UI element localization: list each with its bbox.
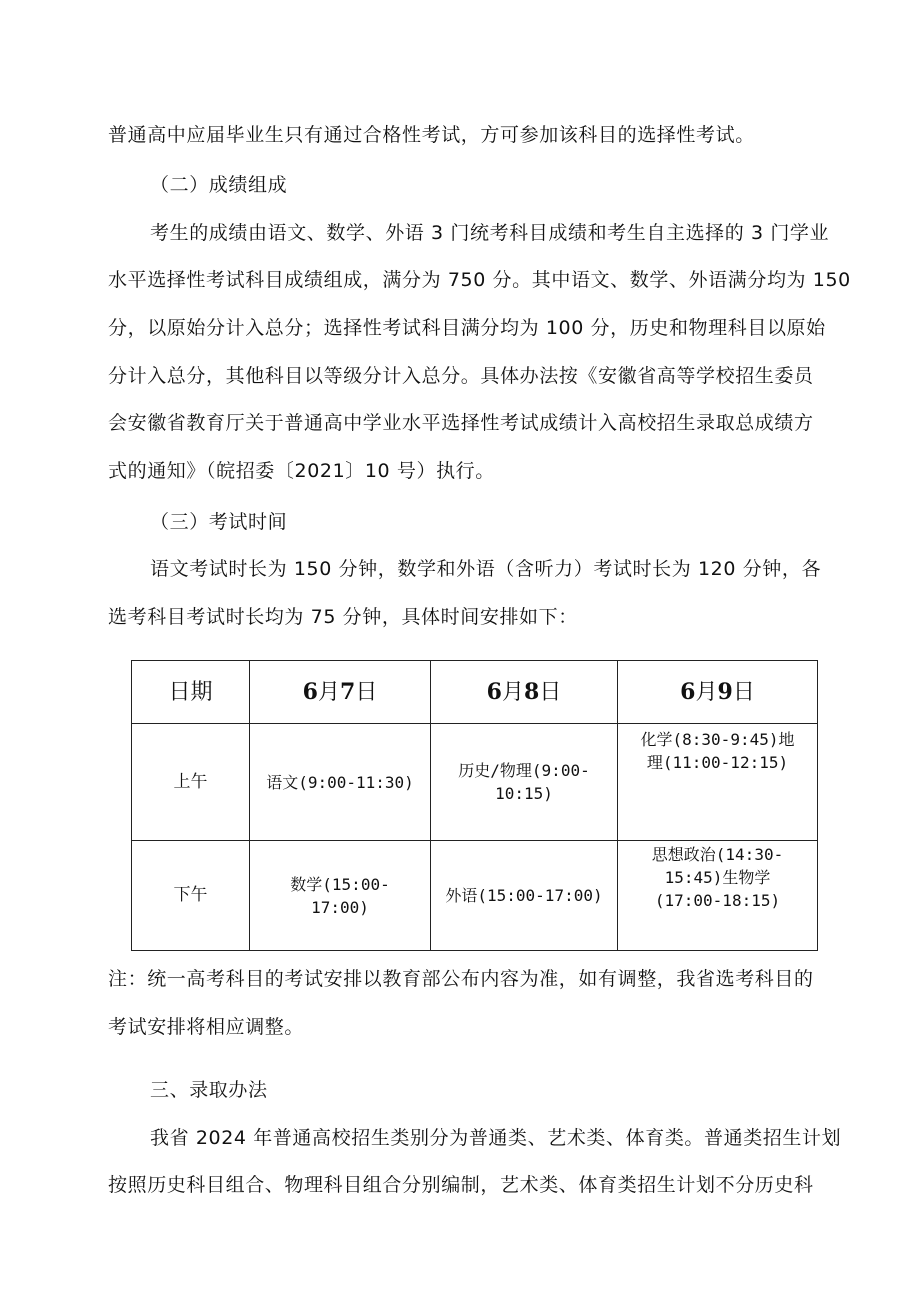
paragraph-line: 按照历史科目组合、物理科目组合分别编制，艺术类、体育类招生计划不分历史科 bbox=[108, 1174, 814, 1196]
note-line: 考试安排将相应调整。 bbox=[108, 1016, 305, 1038]
paragraph-line: 分计入总分，其他科目以等级分计入总分。具体办法按《安徽省高等学校招生委员 bbox=[108, 365, 814, 387]
header-date-label: 日期 bbox=[132, 661, 250, 724]
section-heading: （二）成绩组成 bbox=[150, 174, 288, 196]
header-june-9: 6月9日 bbox=[618, 661, 818, 724]
section-heading: 三、录取办法 bbox=[150, 1079, 268, 1101]
paragraph-line: 我省 2024 年普通高校招生类别分为普通类、艺术类、体育类。普通类招生计划 bbox=[150, 1127, 842, 1149]
paragraph-line: 水平选择性考试科目成绩组成，满分为 750 分。其中语文、数学、外语满分均为 150 bbox=[108, 269, 851, 291]
cell-line: (17:00-18:15) bbox=[654, 891, 781, 910]
cell-afternoon-june-9 bbox=[618, 841, 818, 951]
table-header-row bbox=[132, 661, 818, 724]
note-line: 注：统一高考科目的考试安排以教育部公布内容为准，如有调整，我省选考科目的 bbox=[108, 968, 814, 990]
paragraph-line: 考生的成绩由语文、数学、外语 3 门统考科目成绩和考生自主选择的 3 门学业 bbox=[150, 222, 830, 244]
cell-line: 化学(8:30-9:45)地 bbox=[640, 730, 795, 749]
header-june-8: 6月8日 bbox=[431, 661, 618, 724]
header-june-7: 6月7日 bbox=[250, 661, 431, 724]
paragraph-line: 会安徽省教育厅关于普通高中学业水平选择性考试成绩计入高校招生录取总成绩方 bbox=[108, 412, 814, 434]
paragraph-line: 式的通知》（皖招委〔2021〕10 号）执行。 bbox=[108, 460, 495, 482]
cell-line: 10:15) bbox=[495, 784, 553, 803]
row-label-afternoon: 下午 bbox=[132, 841, 250, 951]
cell-line: 思想政治(14:30- bbox=[651, 845, 784, 864]
cell-morning-june-8 bbox=[431, 724, 618, 841]
cell-line: 理(11:00-12:15) bbox=[646, 753, 789, 772]
row-label-morning: 上午 bbox=[132, 724, 250, 841]
table-row-morning bbox=[132, 724, 818, 841]
paragraph-line: 普通高中应届毕业生只有通过合格性考试，方可参加该科目的选择性考试。 bbox=[108, 124, 755, 146]
cell-afternoon-june-8: 外语(15:00-17:00) bbox=[431, 841, 618, 951]
cell-line: 17:00) bbox=[311, 897, 369, 917]
cell-line: 15:45)生物学 bbox=[664, 868, 771, 887]
cell-morning-june-9 bbox=[618, 724, 818, 841]
paragraph-line: 分，以原始分计入总分；选择性考试科目满分均为 100 分，历史和物理科目以原始 bbox=[108, 317, 826, 339]
table-row-afternoon bbox=[132, 841, 818, 951]
cell-line: 历史/物理(9:00- bbox=[458, 761, 590, 780]
exam-schedule-table bbox=[131, 660, 818, 951]
cell-morning-june-7: 语文(9:00-11:30) bbox=[250, 724, 431, 841]
cell-afternoon-june-7 bbox=[250, 841, 431, 951]
paragraph-line: 语文考试时长为 150 分钟，数学和外语（含听力）考试时长为 120 分钟，各 bbox=[150, 558, 822, 580]
section-heading: （三）考试时间 bbox=[150, 511, 288, 533]
cell-line: 数学(15:00- bbox=[290, 874, 390, 894]
paragraph-line: 选考科目考试时长均为 75 分钟，具体时间安排如下： bbox=[108, 606, 578, 628]
